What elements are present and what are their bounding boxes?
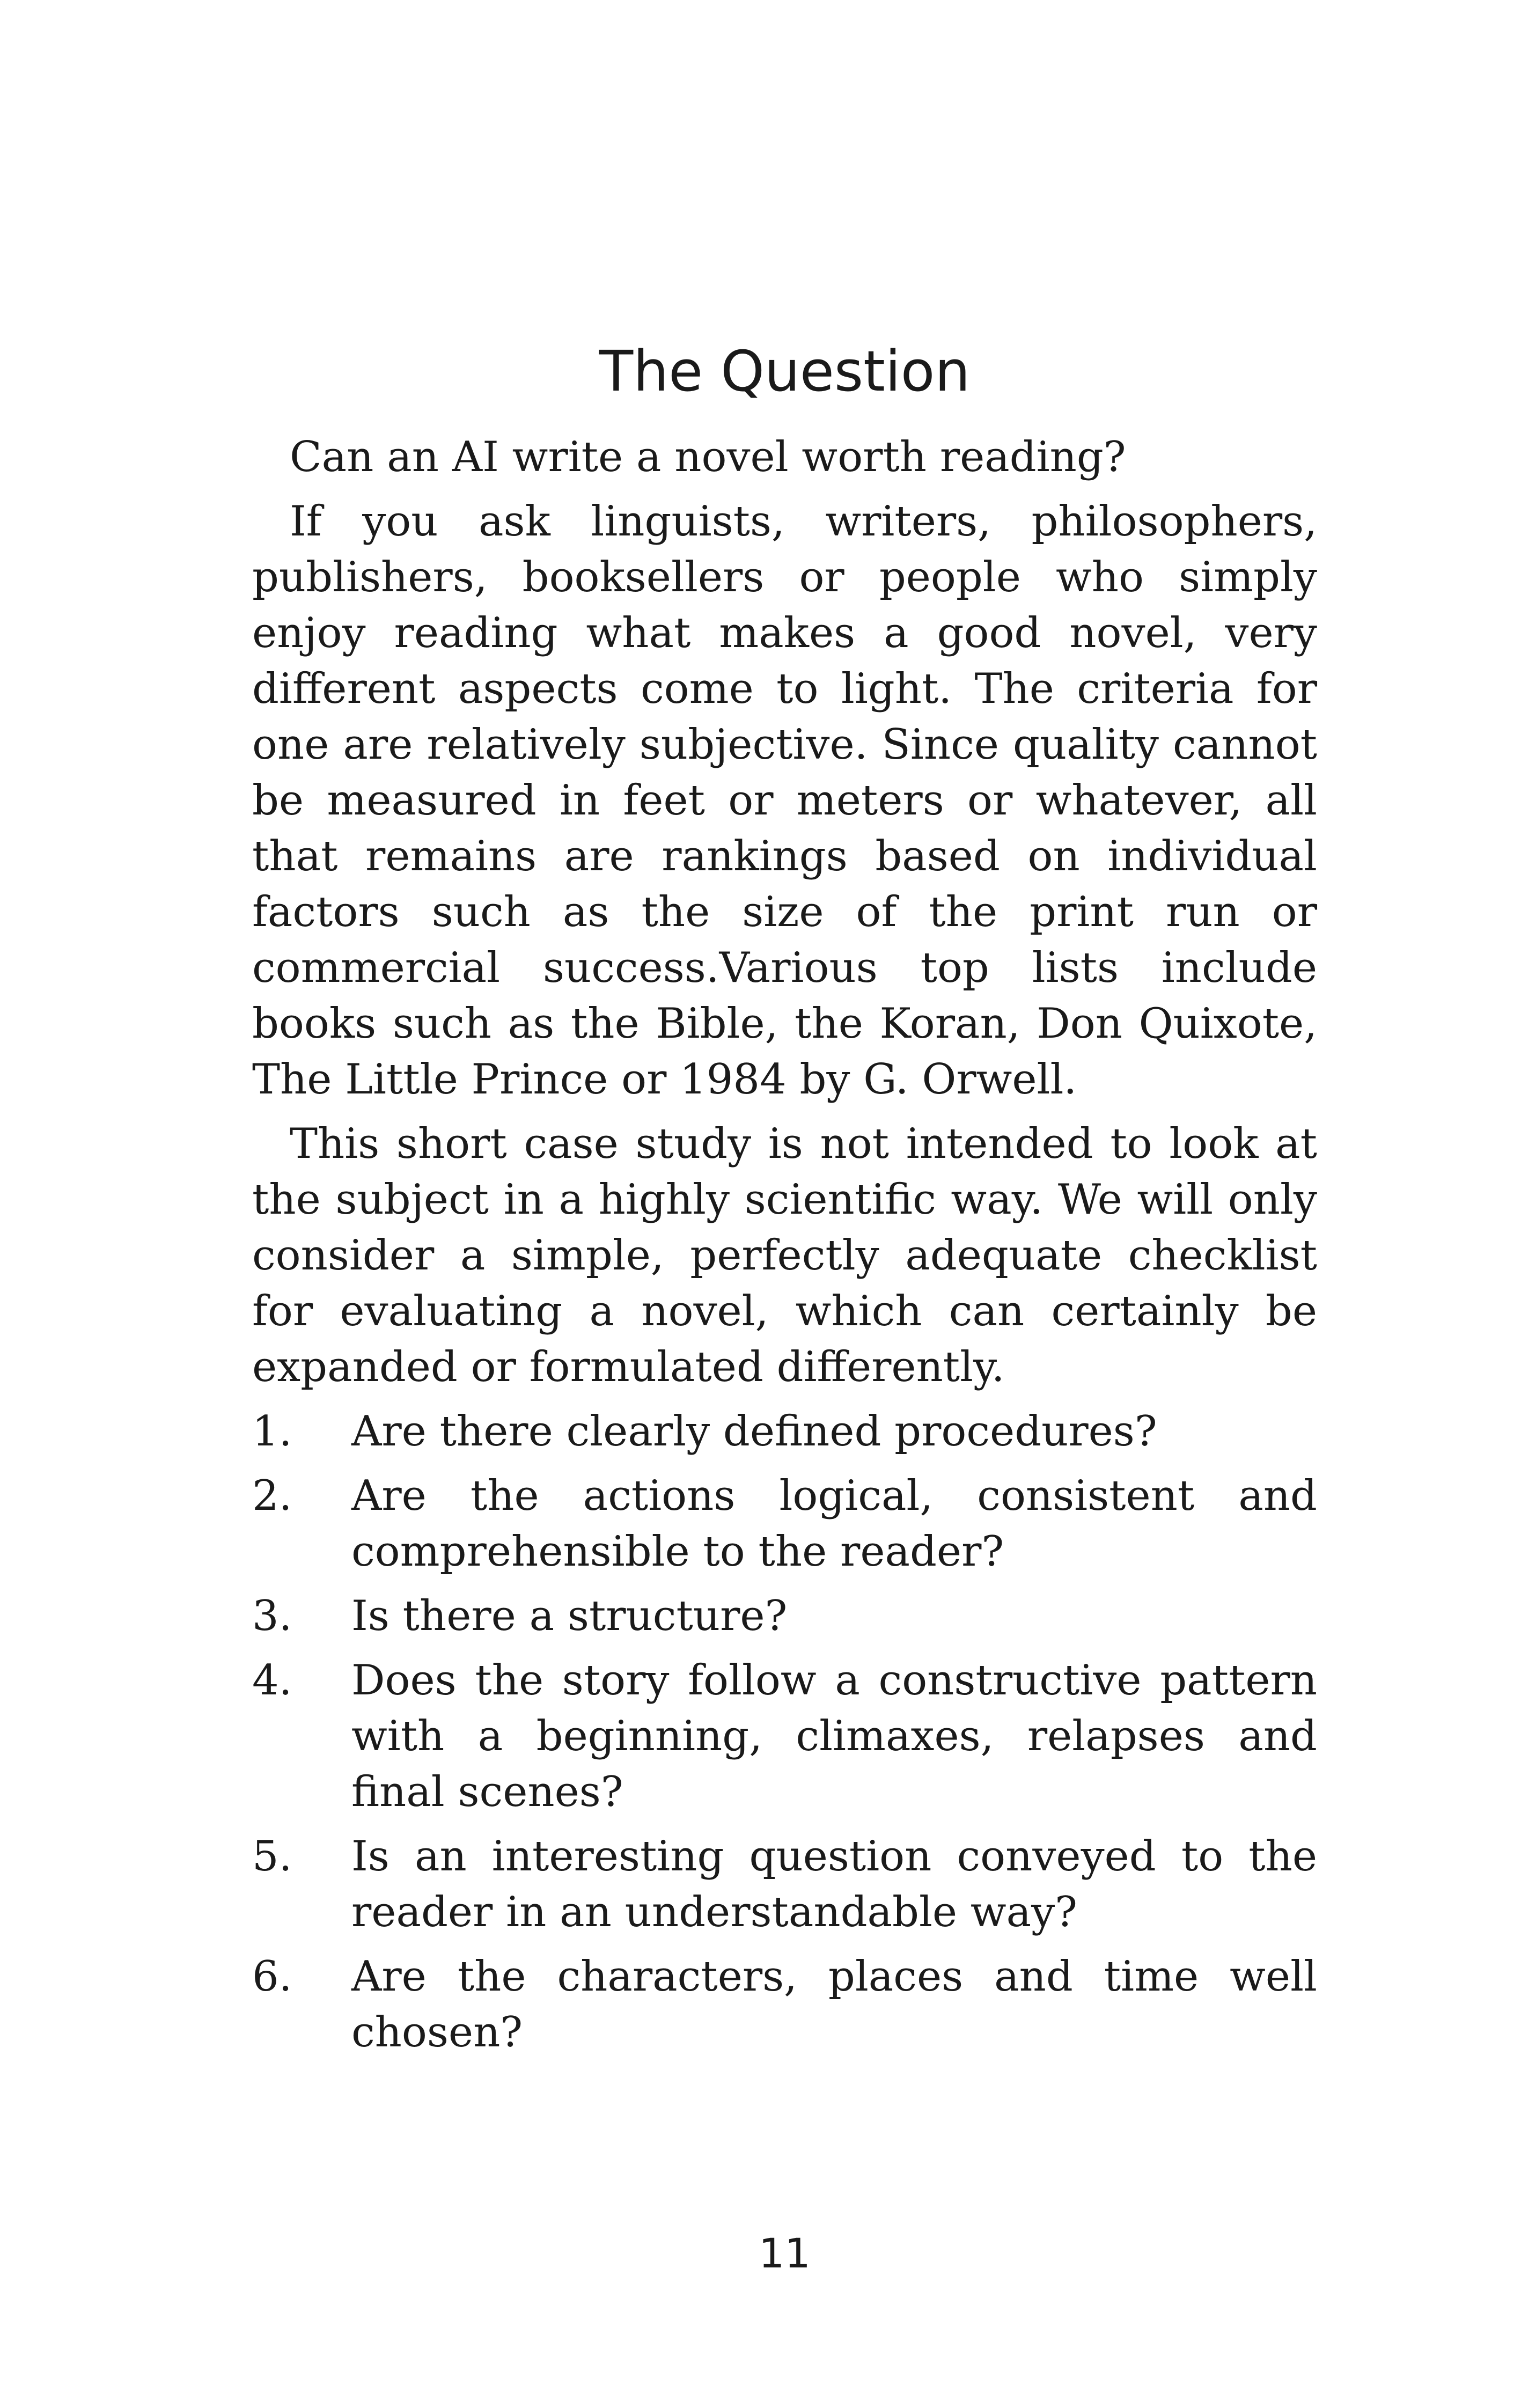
checklist xyxy=(252,1404,1317,2060)
chapter-heading: The Question xyxy=(599,339,971,404)
list-item-text: Are the characters, places and time well chosen? xyxy=(351,1952,1317,2057)
list-item-number: 6. xyxy=(252,1952,292,2001)
list-item-number: 2. xyxy=(252,1472,292,1520)
list-item-number: 1. xyxy=(252,1407,292,1456)
list-item xyxy=(252,1653,1317,1820)
list-item-number: 3. xyxy=(252,1592,292,1640)
list-item-text: Does the story follow a constructive pattern with a beginning, climaxes, relapses and final scenes? xyxy=(351,1656,1317,1816)
body-text xyxy=(252,429,1317,2069)
list-item-number: 4. xyxy=(252,1656,292,1705)
list-item xyxy=(252,1949,1317,2060)
list-item-text: Is an interesting question conveyed to the reader in an understandable way? xyxy=(351,1832,1317,1936)
paragraph-criteria: If you ask linguists, writers, philosophers, publishers, booksellers or people who simply enjoy reading what makes a good novel, very different aspects come to light. The criteria for one are relatively subjective. Since quality cannot be measured in feet or meters or whatever, all that remains are rankings based on individual factors such as the size of the print run or commercial success.Various top lists include books such as the Bible, the Koran, Don Quixote, The Little Prince or 1984 by G. Orwell. xyxy=(252,497,1317,1104)
list-item xyxy=(252,1404,1317,1459)
paragraph-question: Can an AI write a novel worth reading? xyxy=(290,433,1126,481)
paragraph-case-study: This short case study is not intended to look at the subject in a highly scientific way. We will only consider a simple, perfectly adequate checklist for evaluating a novel, which can certainly be expanded or formulated differently. xyxy=(252,1120,1317,1391)
list-item xyxy=(252,1588,1317,1644)
list-item-text: Are the actions logical, consistent and comprehensible to the reader? xyxy=(351,1472,1317,1576)
list-item-number: 5. xyxy=(252,1832,292,1881)
page-number: 11 xyxy=(759,2229,811,2277)
list-item-text: Are there clearly defined procedures? xyxy=(351,1407,1157,1456)
list-item xyxy=(252,1468,1317,1580)
list-item-text: Is there a structure? xyxy=(351,1592,788,1640)
list-item xyxy=(252,1829,1317,1940)
